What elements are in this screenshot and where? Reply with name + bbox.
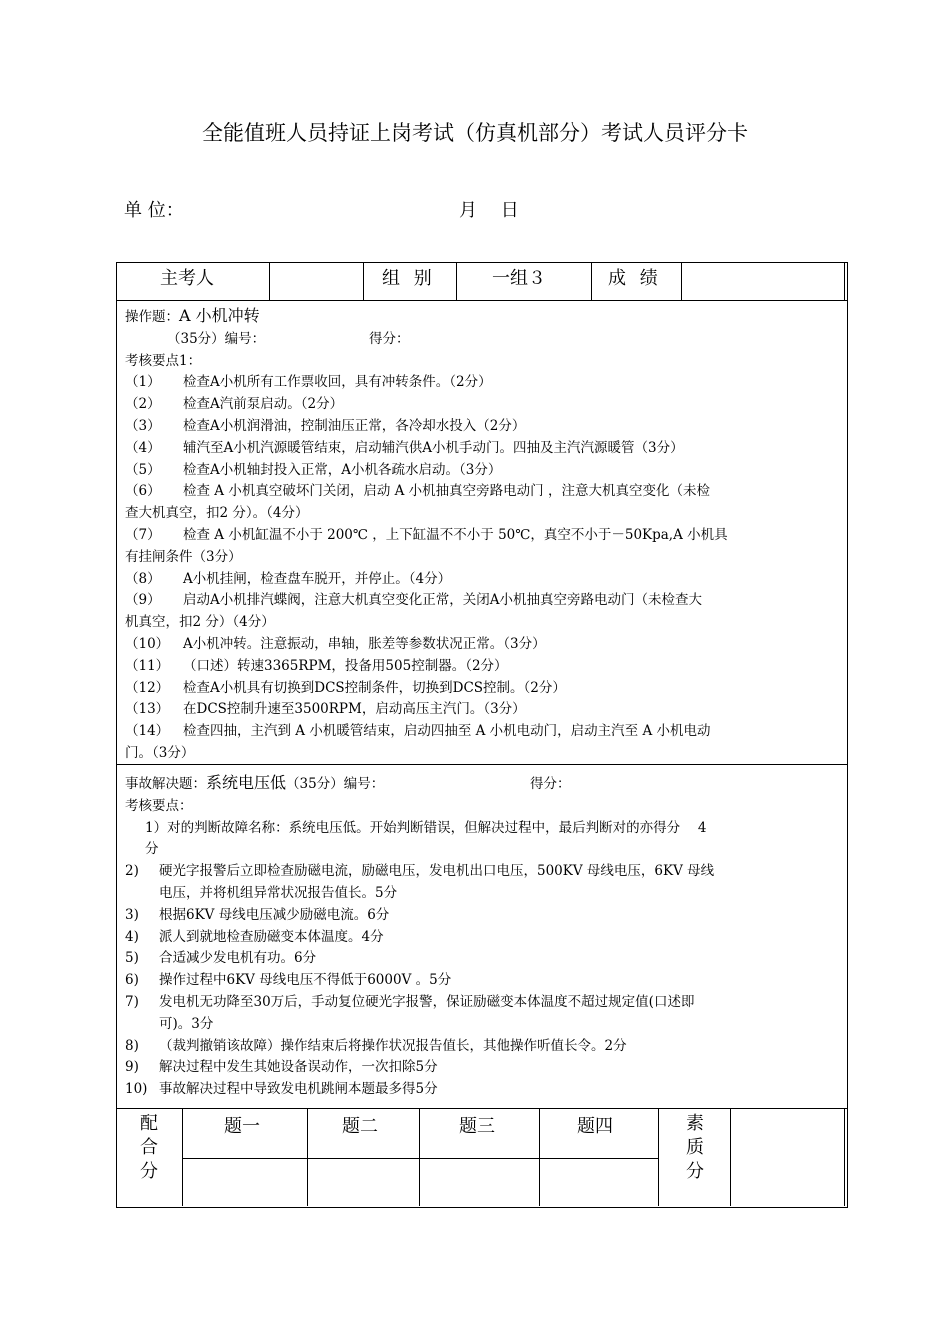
operation-item: （4） 辅汽至A小机汽源暖管结束，启动辅汽供A小机手动门。四抽及主汽汽源暖管（3分） <box>125 439 684 456</box>
question-4-label: 题四 <box>577 1116 613 1137</box>
operation-item: （9） 启动A小机排汽蝶阀，注意大机真空变化正常，关闭A小机抽真空旁路电动门（未检查大 <box>125 592 702 609</box>
operation-item: （5） 检查A小机轴封投入正常，A小机各疏水启动。（3分） <box>125 461 502 478</box>
operation-section <box>125 305 840 765</box>
section-divider <box>116 764 847 765</box>
footer-col-5 <box>658 1108 659 1206</box>
operation-item: （7） 检查 A 小机缸温不小于 200℃ ，上下缸温不不小于 50℃，真空不小于－50Kpa,A 小机具 <box>125 526 728 543</box>
quality-score-label: 素 质 分 <box>686 1113 704 1182</box>
operation-item-continuation: 门。（3分） <box>125 744 195 761</box>
fault-points-label: 考核要点： <box>125 797 193 814</box>
operation-item: （11） （口述）转速3365RPM，投备用505控制器。（2分） <box>125 657 508 674</box>
fault-item: 4) 派人到就地检查励磁变本体温度。4分 <box>125 928 384 945</box>
group-value: 一组３ <box>492 268 546 289</box>
fault-item-continuation: 可)。3分 <box>159 1015 214 1032</box>
fault-item: 7) 发电机无功降至30万后，手动复位硬光字报警，保证励磁变本体温度不超过规定值(口述即 <box>125 993 695 1010</box>
footer-mid-line <box>182 1158 658 1159</box>
question-1-label: 题一 <box>224 1116 260 1137</box>
group-label: 组 别 <box>382 268 432 289</box>
page-title: 全能值班人员持证上岗考试（仿真机部分）考试人员评分卡 <box>202 121 748 145</box>
question-2-label: 题二 <box>342 1116 378 1137</box>
footer-right-double-line <box>844 1108 845 1206</box>
footer-col-6 <box>730 1108 731 1206</box>
header-col-line-2 <box>363 262 364 300</box>
fault-item-1: 1）对的判断故障名称：系统电压低。开始判断错误，但解决过程中，最后判断对的亦得分 4 <box>145 819 707 836</box>
footer-col-4 <box>539 1108 540 1206</box>
operation-item: （13） 在DCS控制升速至3500RPM，启动高压主汽门。（3分） <box>125 701 526 718</box>
header-col-line-5 <box>681 262 682 300</box>
date-label: 月 日 <box>459 200 519 221</box>
operation-item: （8） A小机挂闸，检查盘车脱开，并停止。（4分） <box>125 570 452 587</box>
fit-score-label: 配 合 分 <box>140 1113 158 1182</box>
fault-title: 事故解决题：系统电压低（35分）编号： 得分： <box>125 773 571 792</box>
footer-col-2 <box>307 1108 308 1206</box>
operation-item-continuation: 有挂闸条件（3分） <box>125 548 242 565</box>
fault-item: 8) （裁判撤销该故障）操作结束后将操作状况报告值长，其他操作听值长令。2分 <box>125 1037 627 1054</box>
operation-item: （1） 检查A小机所有工作票收回，具有冲转条件。（2分） <box>125 374 492 391</box>
fault-item-continuation: 电压，并将机组异常状况报告值长。5分 <box>159 884 398 901</box>
header-row-divider <box>116 300 847 301</box>
operation-title: 操作题：A 小机冲转 <box>125 306 260 325</box>
footer-col-1 <box>182 1108 183 1206</box>
question-3-label: 题三 <box>459 1116 495 1137</box>
operation-item: （6） 检查 A 小机真空破坏门关闭，启动 A 小机抽真空旁路电动门 ，注意大机真空变化（未检 <box>125 483 710 500</box>
fault-item-1-cont: 分 <box>145 841 159 858</box>
operation-item: （14） 检查四抽，主汽到 A 小机暖管结束，启动四抽至 A 小机电动门，启动主汽至 A 小机电动 <box>125 723 711 740</box>
header-col-line-1 <box>269 262 270 300</box>
operation-item-continuation: 机真空，扣2 分）（4分） <box>125 614 275 631</box>
operation-subline: （35分）编号： 得分： <box>167 330 410 347</box>
score-label: 成 绩 <box>608 268 658 289</box>
fault-item: 2) 硬光字报警后立即检查励磁电流，励磁电压，发电机出口电压，500KV 母线电压，6KV 母线 <box>125 863 715 880</box>
fault-item: 5) 合适减少发电机有功。6分 <box>125 950 317 967</box>
examiner-label: 主考人 <box>160 268 214 289</box>
fault-item: 9) 解决过程中发生其她设备误动作，一次扣除5分 <box>125 1059 438 1076</box>
unit-label: 单 位： <box>124 200 184 221</box>
fault-section <box>125 772 840 1101</box>
operation-points-label: 考核要点1： <box>125 352 202 369</box>
operation-item-continuation: 查大机真空，扣2 分）。（4分） <box>125 505 309 522</box>
fault-item: 6) 操作过程中6KV 母线电压不得低于6000V 。5分 <box>125 972 452 989</box>
fault-item: 10) 事故解决过程中导致发电机跳闸本题最多得5分 <box>125 1081 438 1098</box>
footer-col-3 <box>419 1108 420 1206</box>
header-col-line-3 <box>456 262 457 300</box>
header-right-double-line <box>844 262 845 300</box>
header-col-line-4 <box>591 262 592 300</box>
operation-item: （12） 检查A小机具有切换到DCS控制条件，切换到DCS控制。（2分） <box>125 679 566 696</box>
operation-item: （10） A小机冲转。注意振动，串轴，胀差等参数状况正常。（3分） <box>125 635 546 652</box>
fault-item: 3) 根据6KV 母线电压减少励磁电流。6分 <box>125 906 390 923</box>
footer-top-line <box>116 1108 847 1109</box>
operation-item: （2） 检查A汽前泵启动。（2分） <box>125 396 344 413</box>
operation-item: （3） 检查A小机润滑油，控制油压正常，各冷却水投入（2分） <box>125 417 526 434</box>
